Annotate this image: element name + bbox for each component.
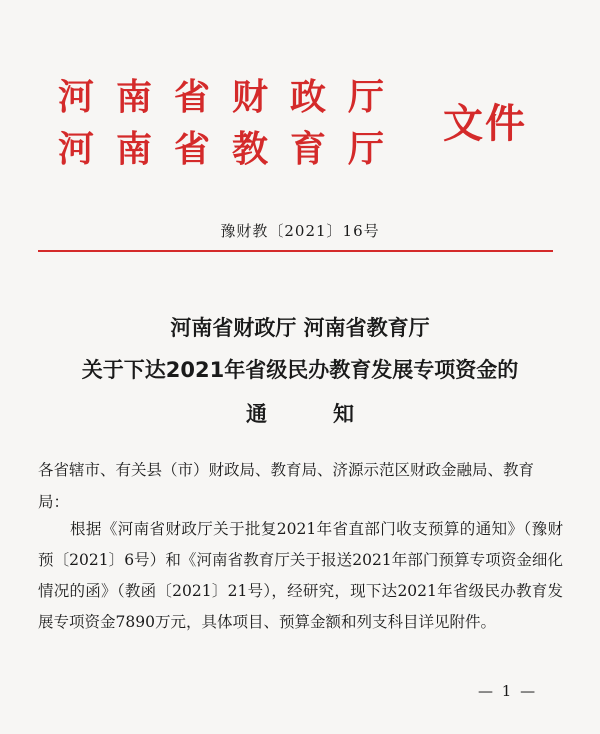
title-line-1: 河南省财政厅 河南省教育厅	[170, 316, 430, 340]
page-number: — 1 —	[478, 682, 538, 700]
document-number: 豫财教〔2021〕16号	[220, 222, 380, 240]
recipient-line: 各省辖市、有关县（市）财政局、教育局、济源示范区财政金融局、教育局：	[38, 461, 535, 511]
body-paragraph: 根据《河南省财政厅关于批复2021年省直部门收支预算的通知》（豫财预〔2021〕6号）和《河南省教育厅关于报送2021年部门预算专项资金细化情况的函》（教函〔2021〕21号），经研究，现下达2021年省级民办教育发展专项资金7890万元，具体项目、预算金额和列支科目详见附件。	[38, 520, 563, 631]
title-line-2: 关于下达2021年省级民办教育发展专项资金的	[81, 358, 519, 382]
red-divider-line	[38, 250, 553, 252]
document-label: 文件	[443, 101, 527, 147]
issuing-org-finance: 河南省财政厅	[58, 77, 407, 118]
title-line-3: 通知	[246, 402, 420, 426]
issuing-org-education: 河南省教育厅	[58, 129, 407, 170]
